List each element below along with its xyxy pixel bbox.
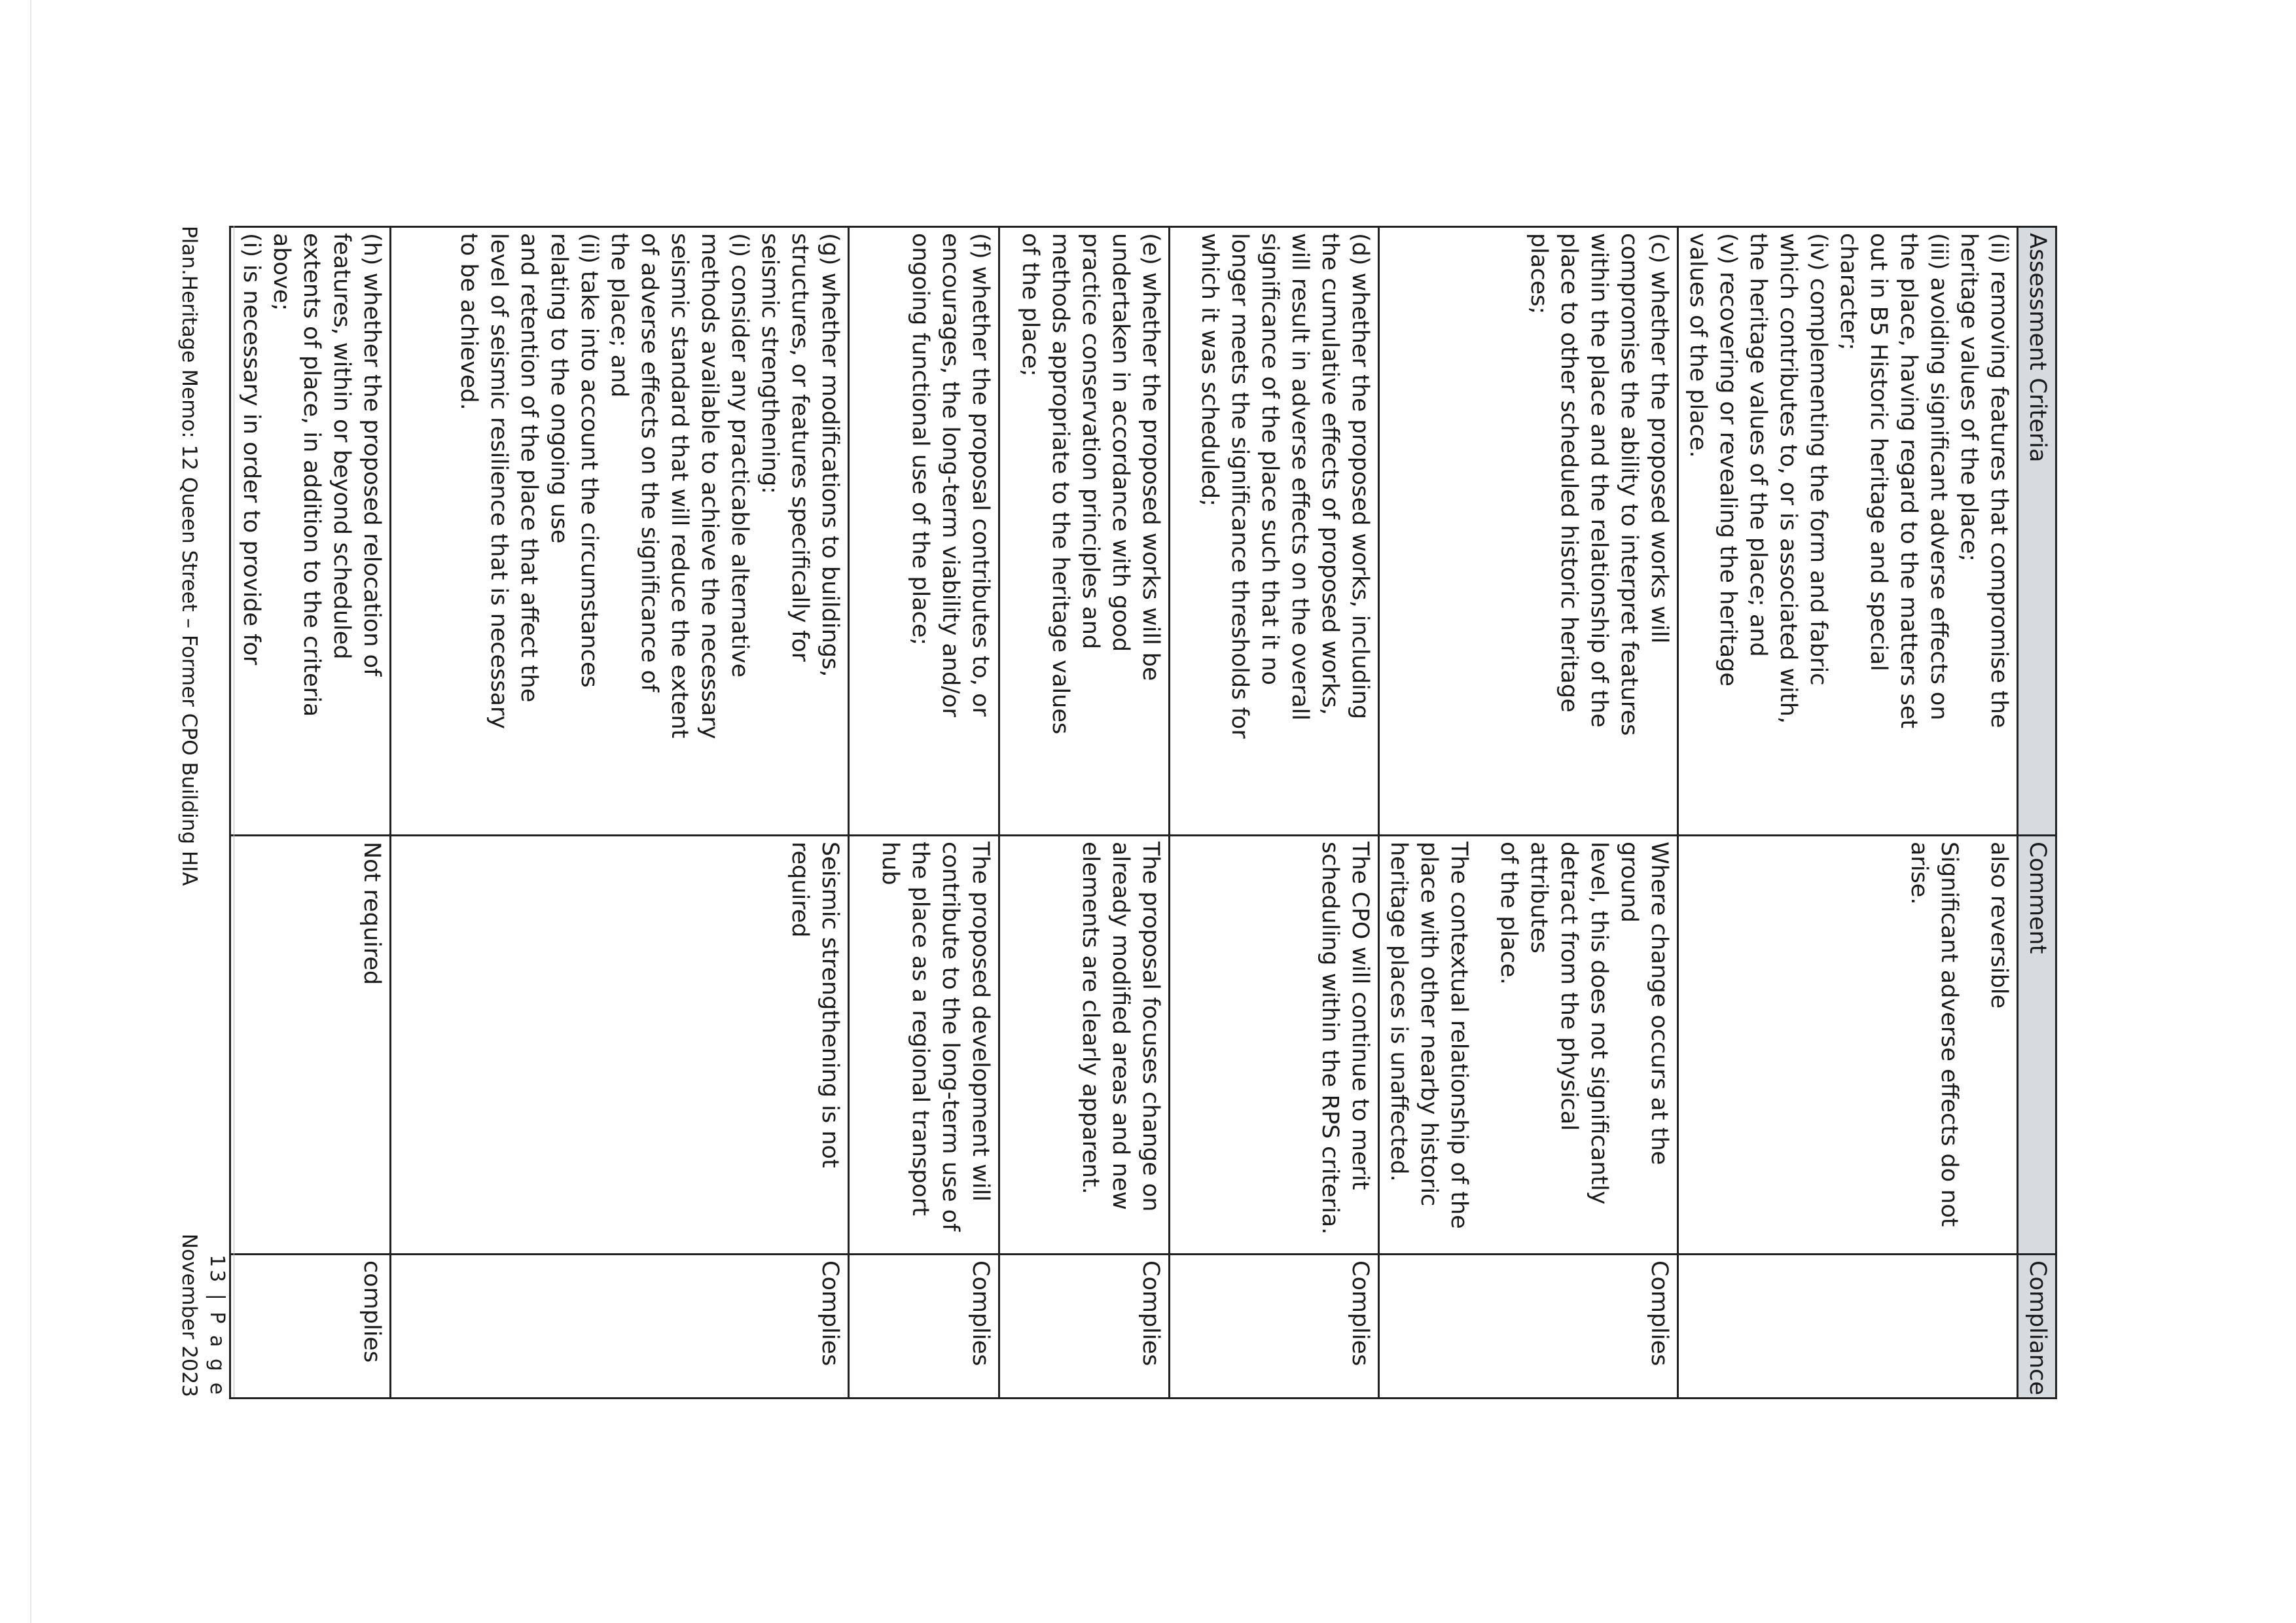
table-row xyxy=(1678,227,2018,1399)
criteria-text: (ii) removing features that compromise the heritage values of the place; (iii) avoiding significant adverse effects on the place, having regard to the matters set out in B5 Historic heritage and special character; (iv) complementing the form and fabric which contributes to, or is associated with, the heritage values of the place; and (v) recovering or revealing the heritage values of the place. xyxy=(1685,233,2012,729)
comment-cell xyxy=(230,836,391,1255)
comment-text: The proposed development will contribute to the long-term use of the place as a regional transport hub xyxy=(877,842,994,1232)
compliance-cell xyxy=(1678,1255,2018,1399)
criteria-cell xyxy=(999,227,1170,836)
header-comment: Comment xyxy=(2018,836,2056,1255)
table-row xyxy=(230,227,391,1399)
criteria-cell xyxy=(230,227,391,836)
criteria-text: (e) whether the proposed works will be undertaken in accordance with good practice conservation principles and methods appropriate to the heritage values of the place; xyxy=(1017,233,1164,735)
criteria-text: (f) whether the proposal contributes to, or encourages, the long-term viability and/or ongoing functional use of the place; xyxy=(907,233,994,717)
document-date: November 2023 xyxy=(177,1233,201,1397)
header-assessment-criteria: Assessment Criteria xyxy=(2018,227,2056,836)
comment-text: The contextual relationship of the place with other nearby historic heritage places is unaffected. xyxy=(1386,842,1472,1229)
table-row xyxy=(999,227,1170,1399)
header-compliance: Compliance xyxy=(2018,1255,2056,1399)
table-row xyxy=(849,227,999,1399)
page-number: 13 | P a g e xyxy=(206,1255,228,1397)
compliance-cell: complies xyxy=(230,1255,391,1399)
comment-text: Seismic strengthening is not required xyxy=(787,842,843,1168)
comment-cell xyxy=(1678,836,2018,1255)
compliance-cell: Complies xyxy=(849,1255,999,1399)
table-row xyxy=(1379,227,1678,1399)
table-header-row xyxy=(2018,227,2056,1399)
assessment-table xyxy=(229,226,2057,1399)
criteria-cell xyxy=(1170,227,1379,836)
criteria-text: (d) whether the proposed works, including the cumulative effects of proposed works, will result in adverse effects on the overall significance of the place such that it no longer meets the significance thresholds for which it was scheduled; xyxy=(1196,233,1373,739)
comment-cell xyxy=(391,836,849,1255)
comment-cell xyxy=(999,836,1170,1255)
comment-text: The proposal focuses change on already modified areas and new elements are clearly apparent. xyxy=(1077,842,1164,1212)
criteria-cell xyxy=(1678,227,2018,836)
table-row xyxy=(391,227,849,1399)
criteria-text: (g) whether modifications to buildings, structures, or features specifically for seismic strengthening: (i) consider any practicable alternative methods available to achieve the necessary seismic standard that will reduce the extent of adverse effects on the significance of the place; and (ii) take into account the circumstances relating to the ongoing use and retention of the place that affect the level of seismic resilience that is necessary to be achieved. xyxy=(456,233,843,740)
comment-cell xyxy=(1170,836,1379,1255)
compliance-cell: Complies xyxy=(999,1255,1170,1399)
comment-text: Not required xyxy=(359,842,385,986)
scan-edge-divider xyxy=(30,0,31,1623)
criteria-cell xyxy=(849,227,999,836)
criteria-text: (c) whether the proposed works will compromise the ability to interpret features within the place and the relationship of the place to other scheduled historic heritage places; xyxy=(1526,233,1672,736)
comment-cell xyxy=(849,836,999,1255)
comment-text: Where change occurs at the ground level, this does not significantly detract from the physical attributes of the place. xyxy=(1496,842,1672,1205)
criteria-cell xyxy=(1379,227,1678,836)
comment-cell xyxy=(1379,836,1678,1255)
document-title: Plan.Heritage Memo: 12 Queen Street – Former CPO Building HIA xyxy=(177,226,201,886)
criteria-text: (h) whether the proposed relocation of features, within or beyond scheduled extents of place, in addition to the criteria above; (i) is necessary in order to provide for xyxy=(238,233,385,717)
comment-text: also reversible xyxy=(1986,842,2012,1009)
compliance-cell: Complies xyxy=(1170,1255,1379,1399)
criteria-cell xyxy=(391,227,849,836)
comment-text: The CPO will continue to merit scheduling within the RPS criteria. xyxy=(1317,842,1373,1235)
comment-text: Significant adverse effects do not arise. xyxy=(1906,842,1962,1227)
compliance-cell: Complies xyxy=(391,1255,849,1399)
table-row xyxy=(1170,227,1379,1399)
compliance-cell: Complies xyxy=(1379,1255,1678,1399)
